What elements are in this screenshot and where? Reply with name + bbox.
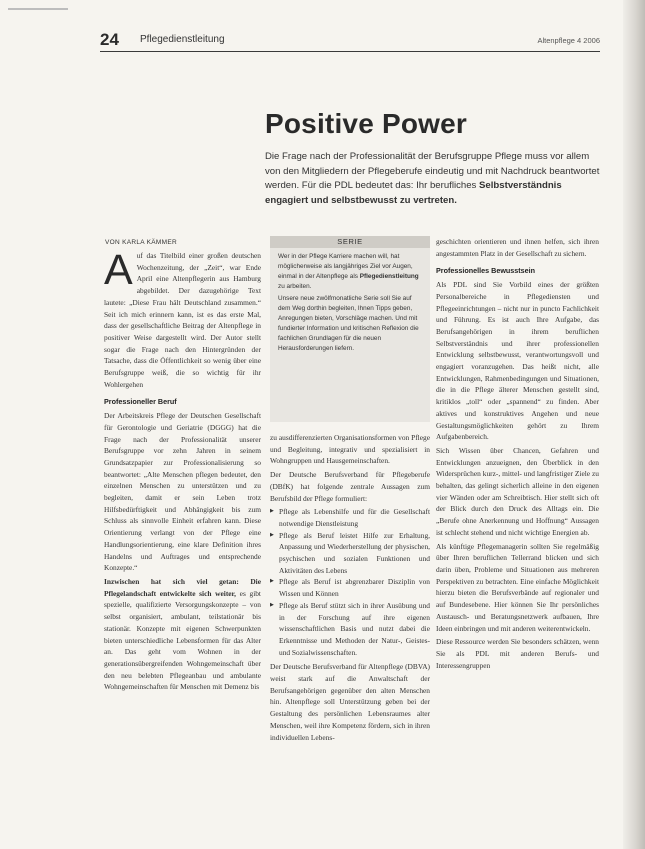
paragraph: Als künftige Pflegemanagerin sollten Sie regelmäßig über Ihren beruflichen Tellerrand blicken und sich darin üben, Probleme und Situationen aus mehreren Perspektiven zu betrachten. Eine einfache Möglichkeit hierzu bieten die Berufsverbände auf regionaler und auf Bundesebene. Hier können Sie Ihr persönliches Austausch- und Beratungsnetzwerk aufbauen, Ihre Ideen einbringen und mit anderen weiterentwickeln. (436, 541, 599, 633)
intro-paragraph: Auf das Titelbild einer großen deutschen Wochenzeitung, der „Zeit“, war Ende April eine Altenpflegerin aus Hamburg abgebildet. Der dazugehörige Text lautete: „Diese Frau hält Deutschland zusammen.“ Seit ich mich erinnern kann, ist es das erste Mal, dass der gesellschaftliche Beitrag der Altenpflege in positiver Weise dargestellt wird. Der Autor stellt sogar die Frage nach den Hintergründen der Tatsache, dass die Öffentlichkeit so wenig über eine Berufsgruppe weiß, die so wichtig für ihr Wohlergehen (104, 246, 261, 389)
article-lead (265, 150, 605, 208)
column-3 (436, 236, 599, 673)
paragraph: Diese Ressource werden Sie besonders schätzen, wenn Sie als PDL mit anderen Berufs- und Interessengruppen (436, 637, 599, 670)
series-label: SERIE (270, 236, 430, 248)
header-rule (100, 51, 600, 52)
article-title: Positive Power (265, 108, 467, 139)
issue-label: Altenpflege 4 2006 (537, 36, 600, 45)
paragraph: geschichten orientieren und ihnen helfen, sich ihren angestammten Platz in der Gesellschaft zu sichern. (436, 237, 599, 258)
paragraph: zu ausdifferenzierten Organisationsformen von Pflege und Begleitung, integrativ und spezialisiert in Wohngruppen und Hausgemeinschaften. (270, 433, 430, 466)
column-2 (270, 432, 430, 745)
paragraph: Inzwischen hat sich viel getan: Die Pflegelandschaft entwickelte sich weiter, es gibt spezielle, qualifizierte Versorgungskonzepte – von selbst organisiert, ambulant, teilstationär bis stationär. Konzepte mit eigenen Schwerpunkten bieten unterschiedliche Lebensformen für das Alter an. Das geht vom Wohnen in der generationsübergreifenden Wohngemeinschaft über den neu belebten Pflegeanbau und ambulante Wohngemeinschaften für Menschen mit Demenz bis (104, 576, 261, 692)
lead-text: Die Frage nach der Professionalität der Berufsgruppe Pflege muss vor allem von den Mitgliedern der Pflegeberufe eindeutig und mit Nachdruck beantwortet werden. Für die PDL bedeutet das: Ihr berufliches Selbstverständnis engagiert und selbstbewusst zu vertreten. (265, 151, 600, 206)
page-spine-shadow (623, 0, 645, 849)
subheading-professional-awareness: Professionelles Bewusstsein (436, 266, 536, 276)
scan-edge-mark (8, 8, 68, 10)
series-text: Wer in der Pflege Karriere machen will, hat möglicherweise als langjähriges Ziel vor Augen, einmal in der Altenpflege als Pflegedienstleitung zu arbeiten. Unsere neue zwölfmonatliche Serie soll Sie auf dem Weg dorthin begleiten, Ihnen Tipps geben, Anregungen bieten, Vorschläge machen. Und mit fundierter Information und kritischen Reflexion die fachlichen Grundlagen für die neuen Herausforderungen liefern. (278, 253, 419, 352)
paragraph: Sich Wissen über Chancen, Gefahren und Entwicklungen anzueignen, den Überblick in den Widersprüchen kurz-, mittel- und langfristiger Ziele zu behalten, das gelingt sicherlich alleine in den eigenen vier Wänden oder am Schreibtisch. Hier stellt sich oft der Blick durch den Druck des Alltags ein. Die „Berufe ohne Anerkennung und Hoffnung“ Aussagen ist schlecht stehend und nicht wichtige Energien ab. (436, 445, 599, 537)
running-header (100, 30, 600, 50)
series-box (270, 236, 430, 422)
paragraph: Als PDL sind Sie Vorbild eines der größten Personalbereiche in Pflegediensten und Pflegeeinrichtungen – nicht nur in puncto Fachlichkeit und Führung. Es ist auch Ihre Aufgabe, das Berufsangehörigen in ihrem beruflichen Selbstverständnis und ihrer professionellen Entwicklung selbstbewusst, verantwortungsvoll und engagiert voranzugehen. Das heißt nicht, alle Entwicklungen, Rahmenbedingungen und Situationen, die in die Pflege älterer Menschen gestellt sind, kritiklos „toll“ oder „spannend“ zu finden. Aber aktives und konstruktives Angehen und neue Gestaltungsmöglichkeiten gehört zu Ihrem Aufgabenbereich. (436, 280, 599, 442)
list-item: ▶ Pflege als Lebenshilfe und für die Gesellschaft notwendige Dienstleistung (270, 506, 430, 529)
list-item: ▶ Pflege als Beruf stützt sich in ihrer Ausübung und in der Forschung auf ihre eigenen wissenschaftlichen Basis und nutzt dabei die Erkenntnisse und Methoden der Natur-, Geistes- und Sozialwissenschaften. (270, 600, 430, 659)
section-name: Pflegedienstleitung (140, 34, 225, 45)
drop-cap: A (104, 246, 133, 294)
paragraph: Der Deutsche Berufsverband für Altenpflege (DBVA) weist stark auf die Anwaltschaft der Berufsangehörigen gegenüber den alten Menschen hin. Altenpflege soll Unterstützung geben bei der Gestaltung des persönlichen Lebensraumes alter Menschen, weil ihre Kompetenz fördern, sich in ihren individuellen Lebens- (270, 662, 430, 742)
byline: VON KARLA KÄMMER (105, 239, 177, 246)
column-1 (104, 246, 261, 695)
lead-emphasis: Selbstverständnis engagiert und selbstbewusst zu vertreten. (265, 180, 562, 206)
bullet-list (270, 506, 430, 658)
list-item: ▶ Pflege als Beruf leistet Hilfe zur Erhaltung, Anpassung und Wiederherstellung der physischen, psychischen und sozialen Funktionen und Aktivitäten des Lebens (270, 530, 430, 577)
list-item: ▶ Pflege als Beruf ist abgrenzbarer Disziplin von Wissen und Können (270, 576, 430, 599)
page-number: 24 (100, 30, 119, 49)
paragraph: Der Arbeitskreis Pflege der Deutschen Gesellschaft für Gerontologie und Geriatrie (DGGG) hat die Frage nach der Professionalität unserer Berufsgruppe vor zehn Jahren in seinem Grundsatzpapier zur Professionalisierung so beantwortet: „Alte Menschen pflegen bedeutet, den einzelnen Menschen zu unterstützen und zu begleiten, damit er sein Leben trotz Hilfsbedürftigkeit und Abhängigkeit bis zum Schluss als sinnvolle Einheit erfahren kann. Diese Orientierung verlangt von der Pflege eine Handlungsorientierung, eine klare Definition ihres Handelns und Auftrages und entsprechende Konzepte.“ (104, 411, 261, 573)
subheading-professional-job: Professioneller Beruf (104, 397, 177, 407)
paragraph: Der Deutsche Berufsverband für Pflegeberufe (DBfK) hat folgende zentrale Aussagen zum Berufsbild der Pflege formuliert: (270, 470, 430, 503)
